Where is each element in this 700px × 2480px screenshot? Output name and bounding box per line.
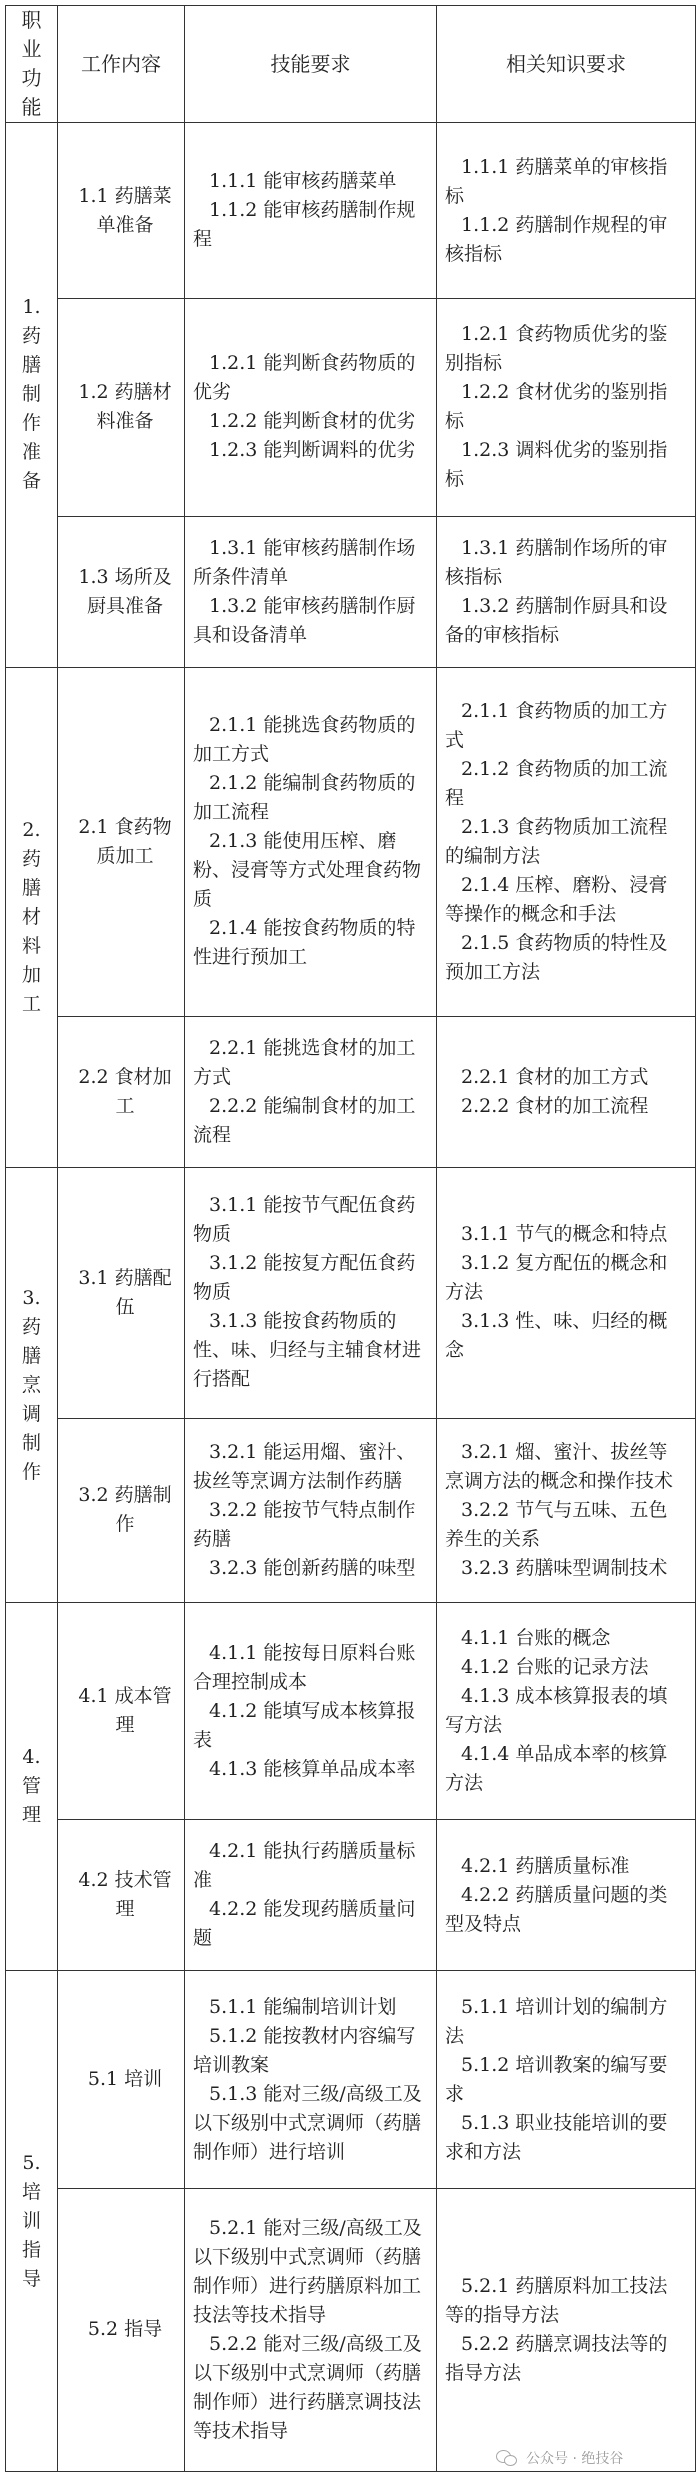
wechat-icon bbox=[496, 2450, 518, 2466]
knowledge-item: 1.1.1 药膳菜单的审核指标 bbox=[445, 155, 668, 207]
knowledge-item: 4.1.4 单品成本率的核算方法 bbox=[445, 1743, 668, 1794]
table-row bbox=[6, 1820, 696, 1971]
knowledge-item: 3.2.1 熘、蜜汁、拔丝等烹调方法的概念和操作技术 bbox=[445, 1440, 674, 1492]
knowledge-item: 1.2.2 食材优劣的鉴别指标 bbox=[445, 381, 668, 433]
skill-item: 2.2.2 能编制食材的加工流程 bbox=[193, 1095, 416, 1147]
skill-item: 1.2.3 能判断调料的优劣 bbox=[209, 439, 416, 462]
knowledge-item: 1.2.1 食药物质优劣的鉴别指标 bbox=[445, 323, 668, 375]
knowledge-item: 3.2.2 节气与五味、五色养生的关系 bbox=[445, 1498, 668, 1550]
skill-item: 1.2.1 能判断食药物质的优劣 bbox=[193, 352, 416, 404]
knowledge-item: 2.1.2 食药物质的加工流程 bbox=[445, 757, 668, 809]
skill-item: 3.1.1 能按节气配伍食药物质 bbox=[193, 1194, 416, 1246]
knowledge-item: 3.1.2 复方配伍的概念和方法 bbox=[445, 1252, 668, 1304]
content-cell: 4.2 技术管理 bbox=[58, 1820, 185, 1971]
function-label: 2. 药膳材料加工 bbox=[21, 819, 41, 1016]
skill-item: 1.1.1 能审核药膳菜单 bbox=[209, 170, 397, 193]
content-cell: 3.1 药膳配伍 bbox=[58, 1168, 185, 1418]
table-row bbox=[6, 299, 696, 516]
knowledge-item: 4.1.3 成本核算报表的填写方法 bbox=[445, 1685, 668, 1736]
table-row bbox=[6, 516, 696, 667]
knowledge-item: 4.2.1 药膳质量标准 bbox=[461, 1854, 630, 1877]
skill-item: 1.2.2 能判断食材的优劣 bbox=[209, 410, 416, 433]
knowledge-item: 1.2.3 调料优劣的鉴别指标 bbox=[445, 439, 668, 491]
table-row bbox=[6, 1602, 696, 1819]
skill-item: 1.3.1 能审核药膳制作场所条件清单 bbox=[193, 536, 416, 588]
knowledge-item: 3.1.3 性、味、归经的概念 bbox=[445, 1310, 668, 1362]
skills-cell bbox=[185, 1602, 437, 1819]
skill-item: 3.2.2 能按节气特点制作药膳 bbox=[193, 1498, 416, 1550]
knowledge-item: 2.2.1 食材的加工方式 bbox=[461, 1066, 649, 1089]
table-header-row bbox=[6, 6, 696, 123]
skills-cell bbox=[185, 1418, 437, 1602]
knowledge-cell bbox=[437, 1168, 696, 1418]
knowledge-cell bbox=[437, 1971, 696, 2188]
header-skills: 技能要求 bbox=[185, 6, 437, 123]
knowledge-item: 1.3.1 药膳制作场所的审核指标 bbox=[445, 536, 668, 588]
header-function: 职业功能 bbox=[6, 6, 58, 123]
skills-cell bbox=[185, 299, 437, 516]
skill-item: 4.2.2 能发现药膳质量问题 bbox=[193, 1898, 416, 1950]
skill-item: 3.1.3 能按食药物质的性、味、归经与主辅食材进行搭配 bbox=[193, 1310, 422, 1391]
knowledge-item: 2.1.5 食药物质的特性及预加工方法 bbox=[445, 931, 668, 983]
content-cell: 5.1 培训 bbox=[58, 1971, 185, 2188]
skills-cell bbox=[185, 1017, 437, 1168]
table-row bbox=[6, 2188, 696, 2471]
knowledge-item: 5.1.3 职业技能培训的要求和方法 bbox=[445, 2111, 668, 2163]
knowledge-cell bbox=[437, 1017, 696, 1168]
content-cell: 1.3 场所及厨具准备 bbox=[58, 516, 185, 667]
skills-table bbox=[5, 5, 696, 2472]
content-cell: 2.2 食材加工 bbox=[58, 1017, 185, 1168]
skill-item: 4.1.2 能填写成本核算报表 bbox=[193, 1699, 416, 1751]
skill-item: 3.1.2 能按复方配伍食药物质 bbox=[193, 1252, 416, 1304]
knowledge-item: 1.1.2 药膳制作规程的审核指标 bbox=[445, 213, 668, 265]
content-cell: 2.1 食药物质加工 bbox=[58, 667, 185, 1016]
function-label: 5. 培训指导 bbox=[21, 2151, 41, 2290]
function-cell bbox=[6, 1602, 58, 1971]
skill-item: 2.1.1 能挑选食药物质的加工方式 bbox=[193, 714, 416, 766]
table-row bbox=[6, 667, 696, 1016]
knowledge-item: 2.2.2 食材的加工流程 bbox=[461, 1095, 649, 1118]
knowledge-cell bbox=[437, 1820, 696, 1971]
skill-item: 3.2.1 能运用熘、蜜汁、拔丝等烹调方法制作药膳 bbox=[193, 1440, 416, 1492]
content-cell: 4.1 成本管理 bbox=[58, 1602, 185, 1819]
knowledge-item: 4.1.1 台账的概念 bbox=[461, 1627, 611, 1649]
skill-item: 5.1.3 能对三级/高级工及以下级别中式烹调师（药膳制作师）进行培训 bbox=[193, 2082, 422, 2163]
knowledge-item: 1.3.2 药膳制作厨具和设备的审核指标 bbox=[445, 594, 668, 646]
function-label: 4. 管理 bbox=[21, 1746, 41, 1827]
skill-item: 4.2.1 能执行药膳质量标准 bbox=[193, 1840, 416, 1892]
knowledge-item: 3.2.3 药膳味型调制技术 bbox=[461, 1556, 668, 1579]
content-cell: 5.2 指导 bbox=[58, 2188, 185, 2471]
skills-cell bbox=[185, 123, 437, 299]
knowledge-item: 5.1.2 培训教案的编写要求 bbox=[445, 2053, 668, 2105]
knowledge-item: 4.2.2 药膳质量问题的类型及特点 bbox=[445, 1883, 668, 1935]
knowledge-item: 2.1.1 食药物质的加工方式 bbox=[445, 699, 668, 751]
skill-item: 3.2.3 能创新药膳的味型 bbox=[209, 1556, 416, 1579]
knowledge-item: 5.1.1 培训计划的编制方法 bbox=[445, 1995, 668, 2047]
knowledge-cell bbox=[437, 1602, 696, 1819]
knowledge-cell bbox=[437, 667, 696, 1016]
table-row bbox=[6, 1168, 696, 1418]
skill-item: 4.1.1 能按每日原料台账合理控制成本 bbox=[193, 1641, 416, 1693]
knowledge-item: 2.1.3 食药物质加工流程的编制方法 bbox=[445, 815, 668, 867]
knowledge-item: 3.1.1 节气的概念和特点 bbox=[461, 1223, 668, 1246]
function-cell bbox=[6, 1168, 58, 1603]
content-cell: 3.2 药膳制作 bbox=[58, 1418, 185, 1602]
skills-cell bbox=[185, 1820, 437, 1971]
skills-cell bbox=[185, 2188, 437, 2471]
skill-item: 5.2.1 能对三级/高级工及以下级别中式烹调师（药膳制作师）进行药膳原料加工技法等技术指导 bbox=[193, 2216, 422, 2326]
knowledge-item: 2.1.4 压榨、磨粉、浸膏等操作的概念和手法 bbox=[445, 873, 668, 925]
function-label: 3. 药膳烹调制作 bbox=[21, 1286, 41, 1483]
knowledge-cell bbox=[437, 1418, 696, 1602]
skill-item: 1.3.2 能审核药膳制作厨具和设备清单 bbox=[193, 594, 416, 646]
knowledge-cell bbox=[437, 516, 696, 667]
header-knowledge: 相关知识要求 bbox=[437, 6, 696, 123]
skill-item: 2.1.2 能编制食药物质的加工流程 bbox=[193, 772, 416, 824]
function-cell bbox=[6, 1971, 58, 2472]
function-label: 1. 药膳制作准备 bbox=[21, 296, 41, 493]
knowledge-cell bbox=[437, 2188, 696, 2471]
skill-item: 2.1.3 能使用压榨、磨粉、浸膏等方式处理食药物质 bbox=[193, 830, 422, 911]
skills-cell bbox=[185, 1168, 437, 1418]
watermark bbox=[496, 2448, 623, 2468]
knowledge-item: 4.1.2 台账的记录方法 bbox=[461, 1656, 649, 1678]
skill-item: 5.2.2 能对三级/高级工及以下级别中式烹调师（药膳制作师）进行药膳烹调技法等技术指导 bbox=[193, 2332, 422, 2442]
skill-item: 5.1.2 能按教材内容编写培训教案 bbox=[193, 2024, 416, 2076]
knowledge-cell bbox=[437, 123, 696, 299]
skills-cell bbox=[185, 1971, 437, 2188]
skill-item: 2.2.1 能挑选食材的加工方式 bbox=[193, 1037, 416, 1089]
header-content: 工作内容 bbox=[58, 6, 185, 123]
knowledge-item: 5.2.1 药膳原料加工技法等的指导方法 bbox=[445, 2274, 668, 2326]
knowledge-cell bbox=[437, 299, 696, 516]
function-cell bbox=[6, 123, 58, 668]
skill-item: 5.1.1 能编制培训计划 bbox=[209, 1995, 397, 2018]
table-row bbox=[6, 1418, 696, 1602]
skill-item: 2.1.4 能按食药物质的特性进行预加工 bbox=[193, 917, 416, 969]
table-row bbox=[6, 1017, 696, 1168]
skills-cell bbox=[185, 516, 437, 667]
function-cell bbox=[6, 667, 58, 1168]
content-cell: 1.2 药膳材料准备 bbox=[58, 299, 185, 516]
table-row bbox=[6, 123, 696, 299]
skill-item: 1.1.2 能审核药膳制作规程 bbox=[193, 199, 416, 251]
skill-item: 4.1.3 能核算单品成本率 bbox=[209, 1757, 416, 1780]
table-row bbox=[6, 1971, 696, 2188]
knowledge-item: 5.2.2 药膳烹调技法等的指导方法 bbox=[445, 2332, 668, 2384]
content-cell: 1.1 药膳菜单准备 bbox=[58, 123, 185, 299]
skills-cell bbox=[185, 667, 437, 1016]
watermark-text: 公众号 · 绝技谷 bbox=[526, 2451, 624, 2467]
